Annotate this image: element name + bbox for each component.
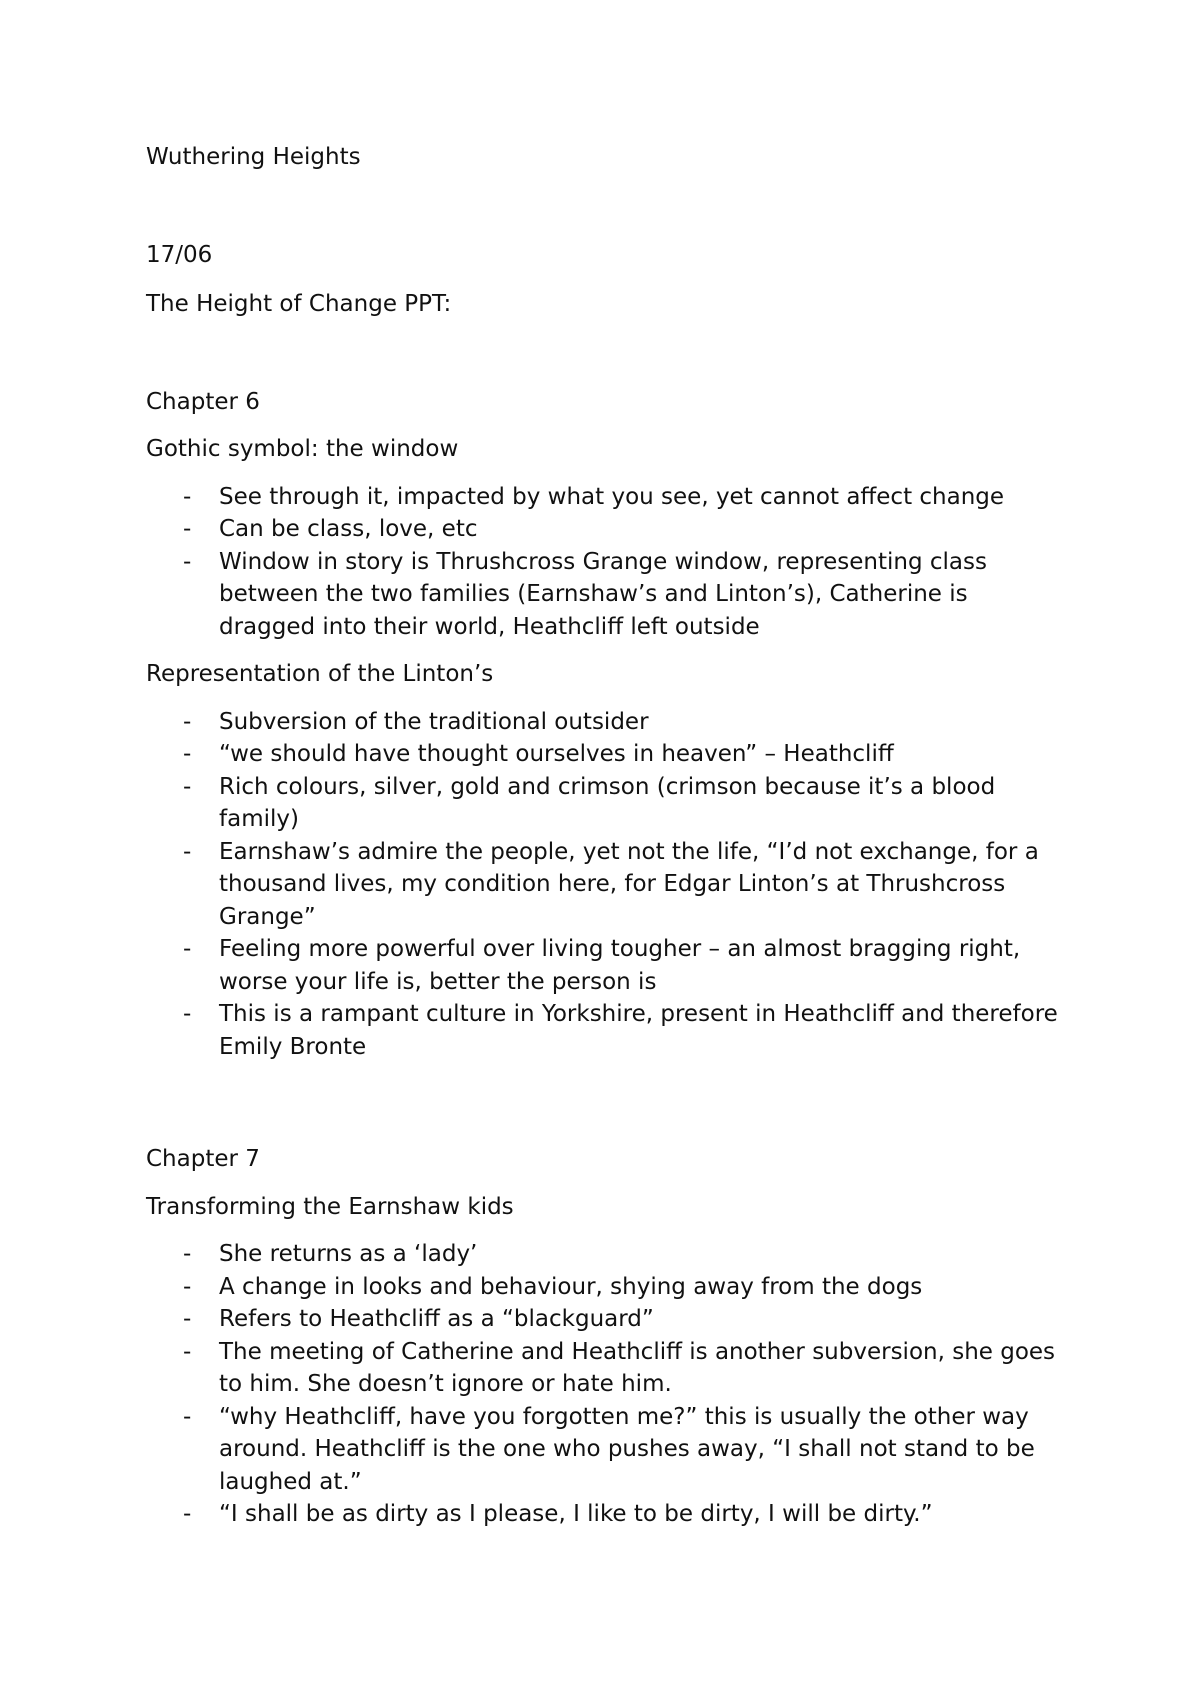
list-item-text: Can be class, love, etc xyxy=(219,516,478,542)
list-item xyxy=(146,1271,1066,1304)
section-heading: Gothic symbol: the window xyxy=(146,436,459,462)
list-item xyxy=(146,481,1066,514)
list-item-text: Subversion of the traditional outsider xyxy=(219,708,649,735)
list-item xyxy=(146,1401,1066,1499)
list-item xyxy=(146,1303,1066,1336)
list-item xyxy=(146,738,1066,771)
bullet-marker: - xyxy=(183,516,192,542)
section-heading: Representation of the Linton’s xyxy=(146,661,494,687)
list-item-text: “why Heathcliff, have you forgotten me?” this is usually the other way around. Heathcliff is the one who pushes away, “I shall not stand to be laughed at.” xyxy=(219,1403,1035,1495)
bullet-marker: - xyxy=(183,1501,192,1527)
list-item xyxy=(146,706,1066,739)
list-item-text: Earnshaw’s admire the people, yet not the life, “I’d not exchange, for a thousand lives, my condition here, for Edgar Linton’s at Thrushcross Grange” xyxy=(219,838,1039,930)
list-item-text: Refers to Heathcliff as a “blackguard” xyxy=(219,1306,654,1332)
list-item-text: “I shall be as dirty as I please, I like to be dirty, I will be dirty.” xyxy=(219,1501,933,1527)
list-item xyxy=(146,546,1066,644)
bullet-marker: - xyxy=(183,548,192,575)
chapter-heading: Chapter 6 xyxy=(146,388,260,415)
list-item-text: Window in story is Thrushcross Grange window, representing class between the two families (Earnshaw’s and Linton’s), Catherine is dragged into their world, Heathcliff left outside xyxy=(219,548,987,640)
bullet-marker: - xyxy=(183,838,192,865)
list-item xyxy=(146,1238,1066,1271)
bullet-marker: - xyxy=(183,741,192,767)
list-item xyxy=(146,933,1066,998)
bullet-marker: - xyxy=(183,1241,192,1267)
list-item xyxy=(146,771,1066,836)
bullet-marker: - xyxy=(183,773,192,800)
bullet-marker: - xyxy=(183,708,192,735)
bullet-list xyxy=(146,1238,1066,1531)
bullet-marker: - xyxy=(183,1001,192,1027)
section-heading: Transforming the Earnshaw kids xyxy=(146,1193,514,1220)
list-item xyxy=(146,1498,1066,1531)
list-item xyxy=(146,513,1066,546)
bullet-marker: - xyxy=(183,1306,192,1332)
bullet-marker: - xyxy=(183,1338,192,1365)
bullet-marker: - xyxy=(183,483,192,510)
bullet-list xyxy=(146,706,1066,1064)
note-date: 17/06 xyxy=(146,241,213,268)
list-item-text: She returns as a ‘lady’ xyxy=(219,1241,478,1267)
bullet-marker: - xyxy=(183,1403,192,1430)
bullet-list xyxy=(146,481,1066,644)
chapter-heading: Chapter 7 xyxy=(146,1146,260,1172)
list-item-text: The meeting of Catherine and Heathcliff is another subversion, she goes to him. She doesn’t ignore or hate him. xyxy=(219,1338,1056,1397)
document-page xyxy=(146,141,1066,1531)
list-item-text: Rich colours, silver, gold and crimson (crimson because it’s a blood family) xyxy=(219,773,996,832)
document-title: Wuthering Heights xyxy=(146,144,361,170)
bullet-marker: - xyxy=(183,936,192,962)
list-item xyxy=(146,998,1066,1063)
list-item-text: Feeling more powerful over living tougher – an almost bragging right, worse your life is, better the person is xyxy=(219,936,1021,995)
list-item xyxy=(146,836,1066,934)
bullet-marker: - xyxy=(183,1273,192,1300)
list-item-text: See through it, impacted by what you see, yet cannot affect change xyxy=(219,483,1005,510)
list-item xyxy=(146,1336,1066,1401)
list-item-text: “we should have thought ourselves in heaven” – Heathcliff xyxy=(219,741,894,767)
note-subtitle: The Height of Change PPT: xyxy=(146,291,452,317)
list-item-text: This is a rampant culture in Yorkshire, present in Heathcliff and therefore Emily Bronte xyxy=(219,1001,1058,1060)
list-item-text: A change in looks and behaviour, shying away from the dogs xyxy=(219,1273,923,1300)
